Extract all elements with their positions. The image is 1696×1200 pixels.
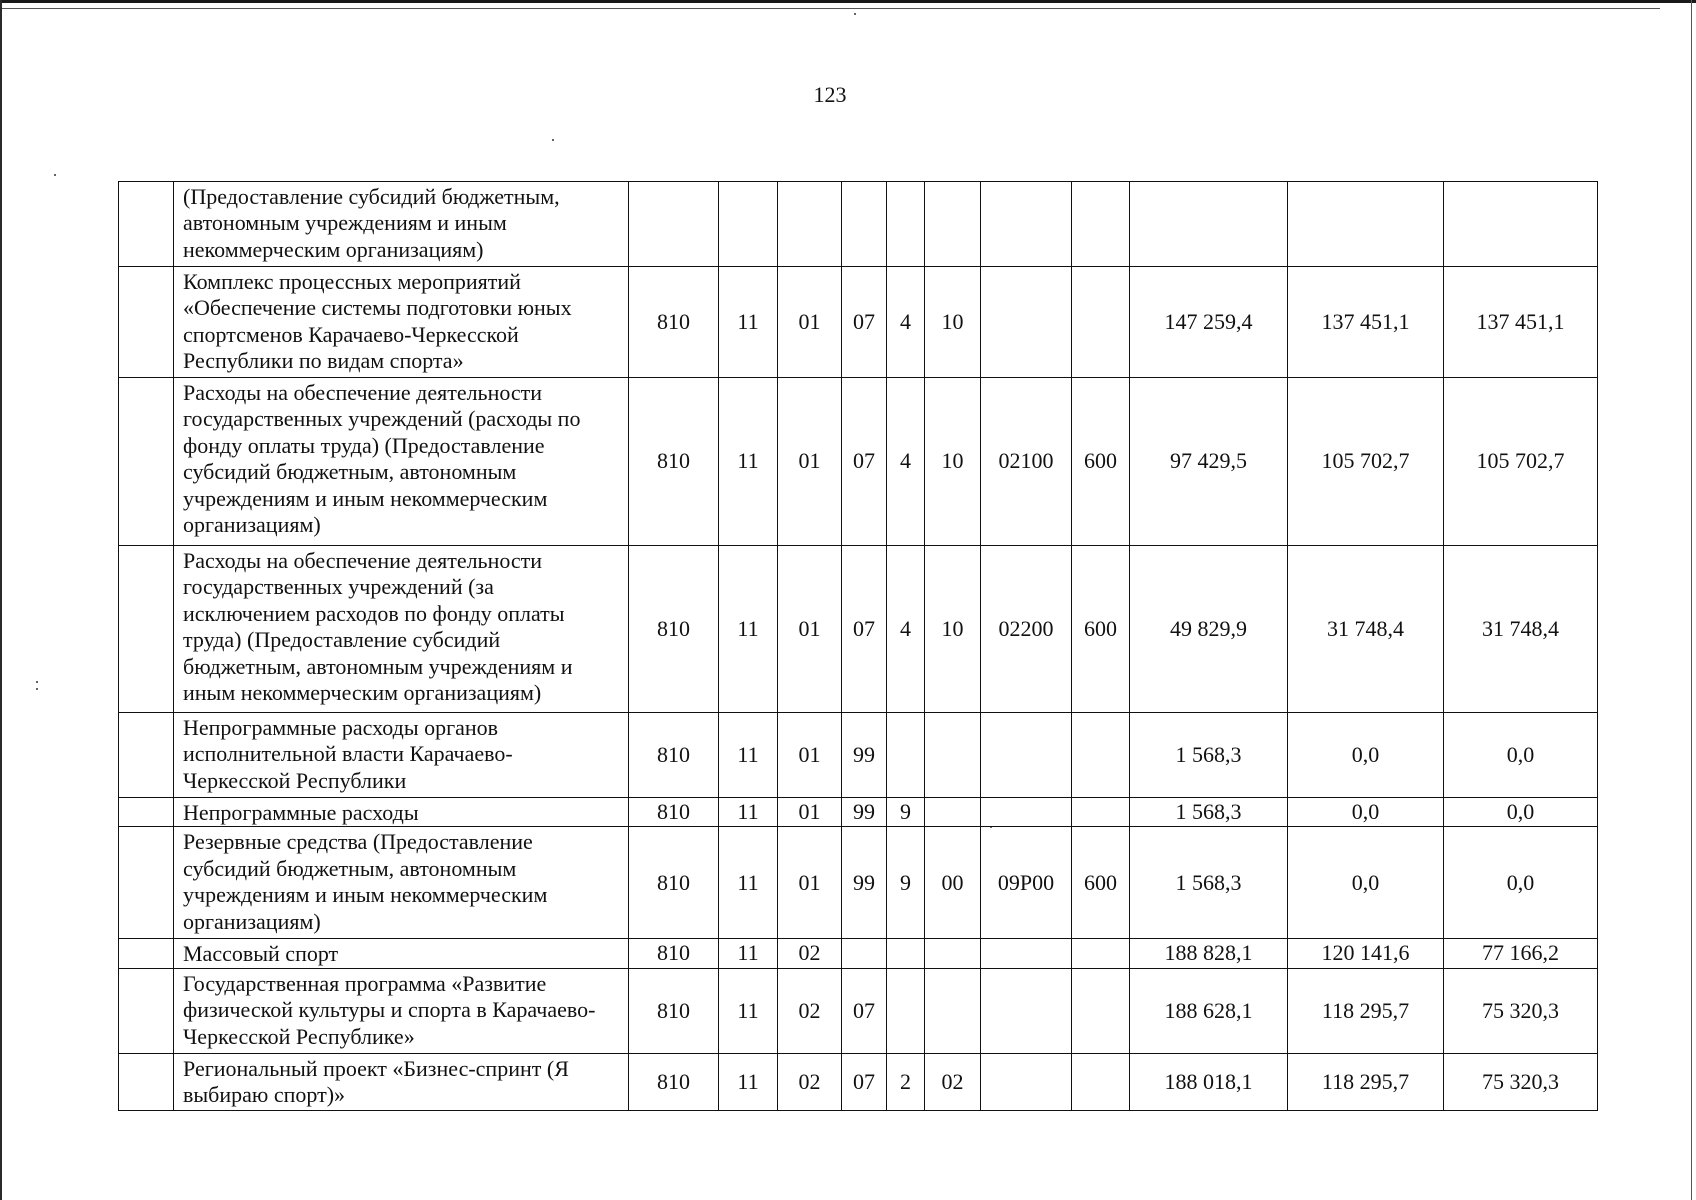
cell-year-3: 75 320,3 (1444, 1053, 1598, 1110)
cell-csr-3 (925, 182, 981, 267)
scan-left-edge (0, 0, 2, 1200)
table-row (119, 968, 1598, 1053)
table-row (119, 713, 1598, 798)
cell-vr (1072, 1053, 1130, 1110)
cell-year-3: 75 320,3 (1444, 968, 1598, 1053)
cell-csr-3 (925, 968, 981, 1053)
row-index-cell (119, 939, 174, 968)
cell-csr-4 (981, 267, 1072, 378)
table-row (119, 267, 1598, 378)
cell-csr-1: 99 (842, 827, 887, 939)
scan-speck (552, 139, 554, 141)
scan-speck (54, 174, 56, 176)
cell-year-2: 0,0 (1288, 798, 1444, 827)
row-name: Региональный проект «Бизнес-спринт (Я выбираю спорт)» (174, 1053, 629, 1110)
cell-adm: 810 (629, 827, 719, 939)
table-row (119, 939, 1598, 968)
cell-vr (1072, 713, 1130, 798)
cell-csr-2: 4 (887, 378, 925, 546)
cell-csr-4 (981, 713, 1072, 798)
cell-rz: 11 (719, 939, 778, 968)
cell-year-1: 188 018,1 (1130, 1053, 1288, 1110)
scan-speck (36, 681, 38, 683)
cell-year-1: 1 568,3 (1130, 827, 1288, 939)
cell-pr: 01 (778, 267, 842, 378)
cell-rz: 11 (719, 827, 778, 939)
cell-csr-4 (981, 798, 1072, 827)
cell-rz: 11 (719, 378, 778, 546)
cell-csr-3: 02 (925, 1053, 981, 1110)
row-index-cell (119, 1053, 174, 1110)
scan-top-line (0, 8, 1660, 9)
table-row (119, 546, 1598, 713)
cell-csr-1: 99 (842, 713, 887, 798)
page-number: 123 (813, 82, 847, 107)
row-index-cell (119, 713, 174, 798)
cell-csr-1: 99 (842, 798, 887, 827)
cell-csr-2 (887, 968, 925, 1053)
cell-year-1: 1 568,3 (1130, 713, 1288, 798)
cell-adm: 810 (629, 939, 719, 968)
row-name: Непрограммные расходы (174, 798, 629, 827)
cell-vr (1072, 968, 1130, 1053)
cell-year-3: 0,0 (1444, 827, 1598, 939)
cell-csr-3 (925, 798, 981, 827)
row-name: Комплекс процессных мероприятий «Обеспечение системы подготовки юных спортсменов Карачаево-Черкесской Республики по видам спорта» (174, 267, 629, 378)
scan-speck (854, 13, 856, 15)
cell-rz (719, 182, 778, 267)
cell-csr-2: 9 (887, 798, 925, 827)
table-row (119, 182, 1598, 267)
cell-pr: 01 (778, 378, 842, 546)
cell-rz: 11 (719, 798, 778, 827)
cell-year-2: 105 702,7 (1288, 378, 1444, 546)
cell-csr-4: 02100 (981, 378, 1072, 546)
cell-pr: 01 (778, 713, 842, 798)
cell-year-1: 1 568,3 (1130, 798, 1288, 827)
cell-csr-1: 07 (842, 1053, 887, 1110)
cell-year-3: 105 702,7 (1444, 378, 1598, 546)
table-row (119, 798, 1598, 827)
cell-csr-1 (842, 182, 887, 267)
cell-pr: 01 (778, 798, 842, 827)
scan-speck (36, 688, 38, 690)
cell-year-2: 120 141,6 (1288, 939, 1444, 968)
cell-vr: 600 (1072, 378, 1130, 546)
row-index-cell (119, 827, 174, 939)
cell-csr-2 (887, 182, 925, 267)
cell-csr-1: 07 (842, 378, 887, 546)
cell-csr-2: 4 (887, 267, 925, 378)
cell-year-1: 147 259,4 (1130, 267, 1288, 378)
cell-adm: 810 (629, 267, 719, 378)
cell-adm: 810 (629, 968, 719, 1053)
cell-rz: 11 (719, 1053, 778, 1110)
table-row (119, 1053, 1598, 1110)
cell-csr-4 (981, 182, 1072, 267)
cell-csr-4 (981, 939, 1072, 968)
cell-adm: 810 (629, 546, 719, 713)
cell-pr: 02 (778, 968, 842, 1053)
cell-vr (1072, 182, 1130, 267)
cell-rz: 11 (719, 546, 778, 713)
budget-table (118, 181, 1598, 1111)
cell-csr-3 (925, 939, 981, 968)
row-index-cell (119, 968, 174, 1053)
cell-csr-4: 02200 (981, 546, 1072, 713)
table-row (119, 378, 1598, 546)
row-index-cell (119, 182, 174, 267)
cell-csr-3: 00 (925, 827, 981, 939)
cell-year-3: 0,0 (1444, 713, 1598, 798)
row-index-cell (119, 798, 174, 827)
cell-year-2: 31 748,4 (1288, 546, 1444, 713)
cell-year-3: 137 451,1 (1444, 267, 1598, 378)
cell-adm: 810 (629, 798, 719, 827)
row-index-cell (119, 546, 174, 713)
cell-csr-2: 2 (887, 1053, 925, 1110)
cell-csr-4: 09Р00 (981, 827, 1072, 939)
cell-year-2: 118 295,7 (1288, 968, 1444, 1053)
cell-pr (778, 182, 842, 267)
cell-pr: 02 (778, 939, 842, 968)
row-name: Резервные средства (Предоставление субсидий бюджетным, автономным учреждениям и иным некоммерческим организациям) (174, 827, 629, 939)
cell-vr: 600 (1072, 546, 1130, 713)
cell-csr-3: 10 (925, 378, 981, 546)
cell-vr (1072, 267, 1130, 378)
cell-adm: 810 (629, 378, 719, 546)
cell-vr: 600 (1072, 827, 1130, 939)
cell-csr-2: 4 (887, 546, 925, 713)
cell-year-1: 97 429,5 (1130, 378, 1288, 546)
cell-year-1 (1130, 182, 1288, 267)
cell-year-2: 0,0 (1288, 827, 1444, 939)
cell-year-2: 137 451,1 (1288, 267, 1444, 378)
cell-pr: 01 (778, 827, 842, 939)
cell-csr-2 (887, 939, 925, 968)
cell-vr (1072, 798, 1130, 827)
cell-csr-1: 07 (842, 546, 887, 713)
cell-adm: 810 (629, 1053, 719, 1110)
cell-csr-3 (925, 713, 981, 798)
cell-csr-4 (981, 1053, 1072, 1110)
cell-year-1: 49 829,9 (1130, 546, 1288, 713)
cell-csr-1: 07 (842, 267, 887, 378)
cell-csr-2 (887, 713, 925, 798)
cell-csr-1: 07 (842, 968, 887, 1053)
row-name: Непрограммные расходы органов исполнительной власти Карачаево-Черкесской Республики (174, 713, 629, 798)
row-index-cell (119, 267, 174, 378)
cell-csr-2: 9 (887, 827, 925, 939)
cell-rz: 11 (719, 968, 778, 1053)
scan-top-edge (0, 0, 1696, 3)
row-index-cell (119, 378, 174, 546)
cell-year-1: 188 628,1 (1130, 968, 1288, 1053)
table-row (119, 827, 1598, 939)
cell-vr (1072, 939, 1130, 968)
cell-year-3: 77 166,2 (1444, 939, 1598, 968)
cell-csr-1 (842, 939, 887, 968)
row-name: Расходы на обеспечение деятельности государственных учреждений (расходы по фонду оплаты труда) (Предоставление субсидий бюджетным, автономным учреждениям и иным некоммерческим организациям) (174, 378, 629, 546)
row-name: Государственная программа «Развитие физической культуры и спорта в Карачаево-Черкесской Республике» (174, 968, 629, 1053)
cell-adm: 810 (629, 713, 719, 798)
cell-rz: 11 (719, 713, 778, 798)
cell-csr-3: 10 (925, 267, 981, 378)
cell-year-1: 188 828,1 (1130, 939, 1288, 968)
cell-year-2: 0,0 (1288, 713, 1444, 798)
row-name: (Предоставление субсидий бюджетным, автономным учреждениям и иным некоммерческим организациям) (174, 182, 629, 267)
row-name: Массовый спорт (174, 939, 629, 968)
cell-year-2 (1288, 182, 1444, 267)
cell-year-3 (1444, 182, 1598, 267)
cell-csr-3: 10 (925, 546, 981, 713)
row-name: Расходы на обеспечение деятельности государственных учреждений (за исключением расходов по фонду оплаты труда) (Предоставление субсидий бюджетным, автономным учреждениям и иным некоммерческим организациям) (174, 546, 629, 713)
cell-pr: 01 (778, 546, 842, 713)
cell-rz: 11 (719, 267, 778, 378)
cell-csr-4 (981, 968, 1072, 1053)
cell-pr: 02 (778, 1053, 842, 1110)
cell-year-3: 0,0 (1444, 798, 1598, 827)
cell-year-3: 31 748,4 (1444, 546, 1598, 713)
cell-year-2: 118 295,7 (1288, 1053, 1444, 1110)
cell-adm (629, 182, 719, 267)
scan-right-edge (1691, 0, 1692, 1200)
